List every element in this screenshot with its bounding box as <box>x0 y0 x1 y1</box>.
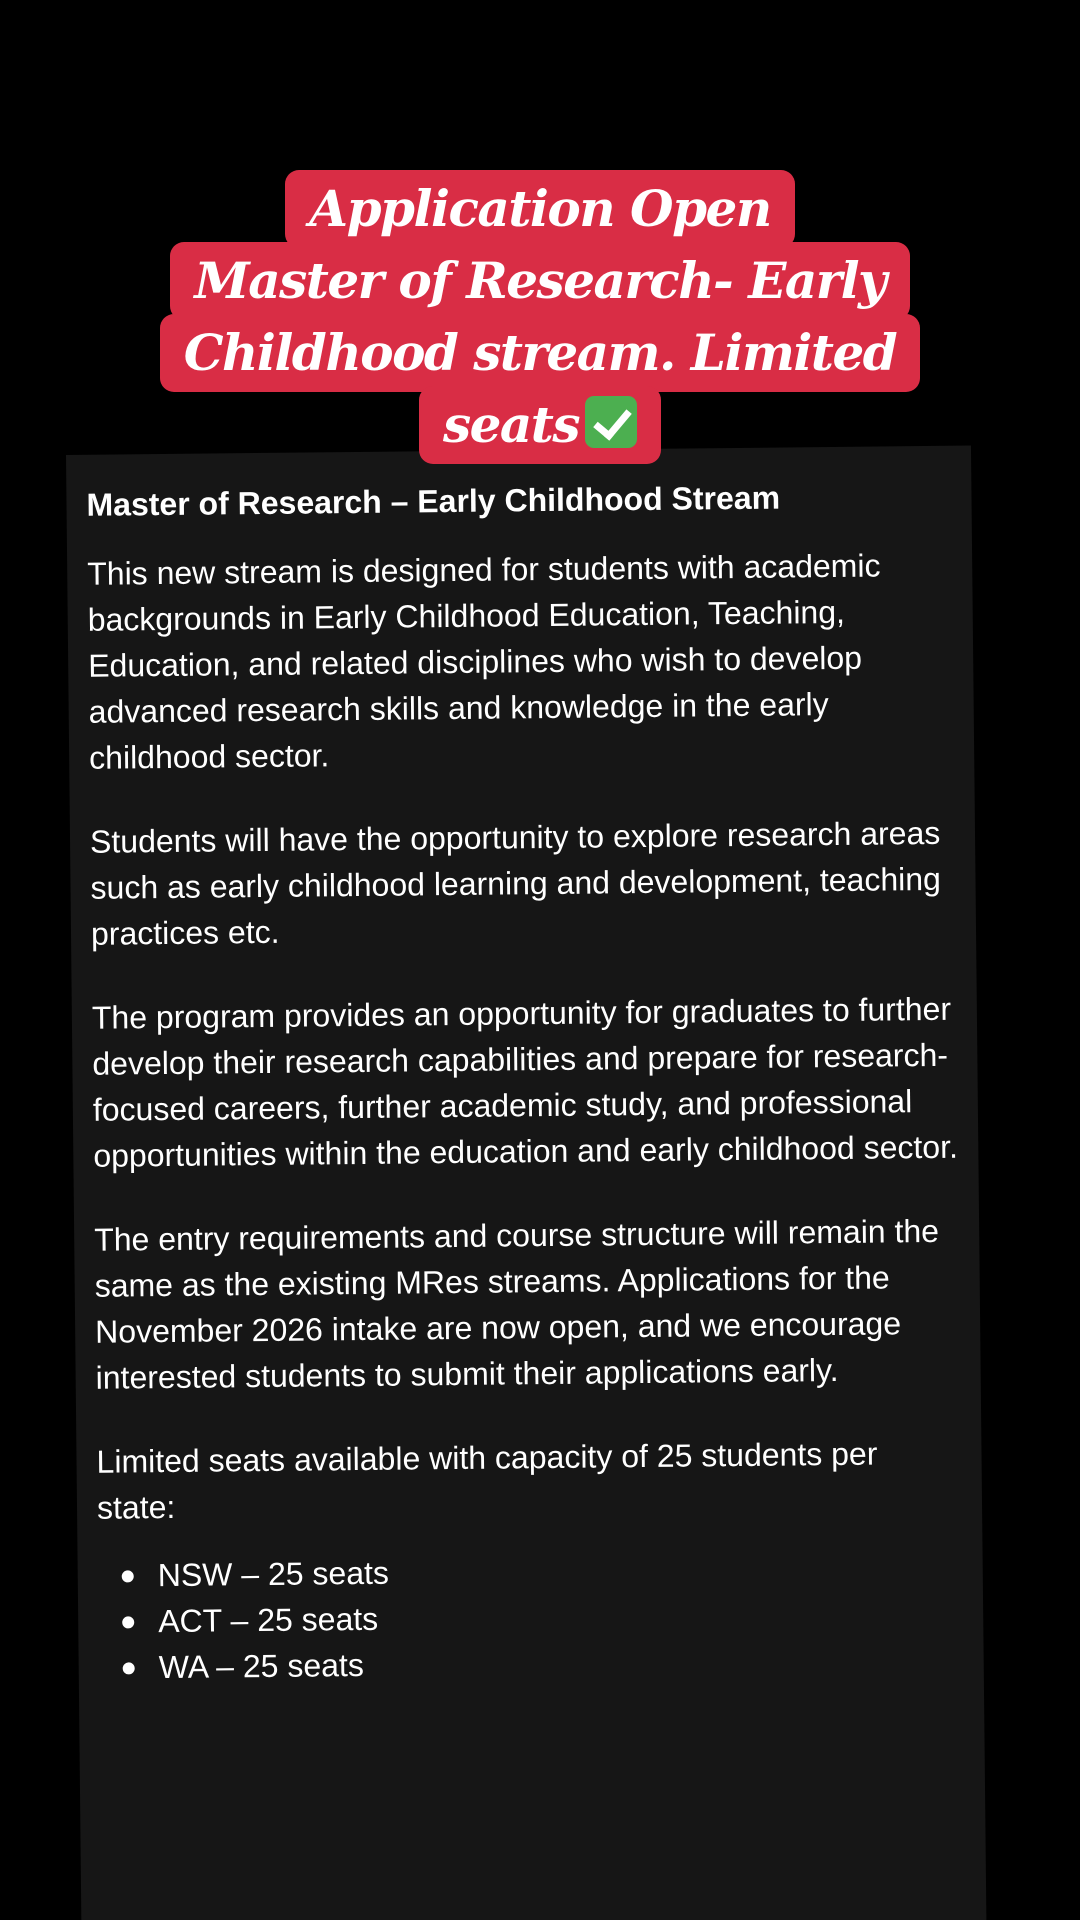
seat-list <box>97 1544 963 1691</box>
bullet-icon <box>123 1662 135 1674</box>
caption-line-4 <box>419 386 661 464</box>
list-item <box>158 1590 963 1644</box>
paragraph-intro: This new stream is designed for students with academic backgrounds in Early Childhood Education, Teaching, Education, and related disciplines who wish to develop advanced research skills and knowledge in the early childhood sector. <box>87 547 881 776</box>
document-title: Master of Research – Early Childhood Stream <box>86 479 781 523</box>
seat-item-wa: WA – 25 seats <box>158 1646 365 1686</box>
paragraph-entry-requirements: The entry requirements and course structure will remain the same as the existing MRes streams. Applications for the November 2026 intake are now open, and we encourage interested students to submit their applications early. <box>94 1212 940 1396</box>
bullet-icon <box>122 1570 134 1582</box>
list-item <box>157 1544 962 1598</box>
caption-line-2: Master of Research- Early <box>170 242 909 320</box>
document-screenshot <box>66 446 987 1920</box>
paragraph-limited-seats: Limited seats available with capacity of 25 students per state: <box>96 1435 878 1526</box>
paragraph-research-areas: Students will have the opportunity to explore research areas such as early childhood learning and development, teaching practices etc. <box>89 814 942 952</box>
list-item <box>158 1636 963 1690</box>
caption-overlay <box>0 170 1080 464</box>
bullet-icon <box>122 1616 134 1628</box>
caption-line-1: Application Open <box>285 170 794 248</box>
seat-item-nsw: NSW – 25 seats <box>157 1554 390 1594</box>
paragraph-program: The program provides an opportunity for graduates to further develop their research capabilities and prepare for research-focused careers, further academic study, and professional opportunities within the education and early childhood sector. <box>91 990 959 1174</box>
check-mark-button-icon <box>585 396 637 448</box>
caption-line-4-text: seats <box>442 395 580 454</box>
seat-item-act: ACT – 25 seats <box>158 1600 379 1640</box>
caption-line-3: Childhood stream. Limited <box>160 314 920 392</box>
